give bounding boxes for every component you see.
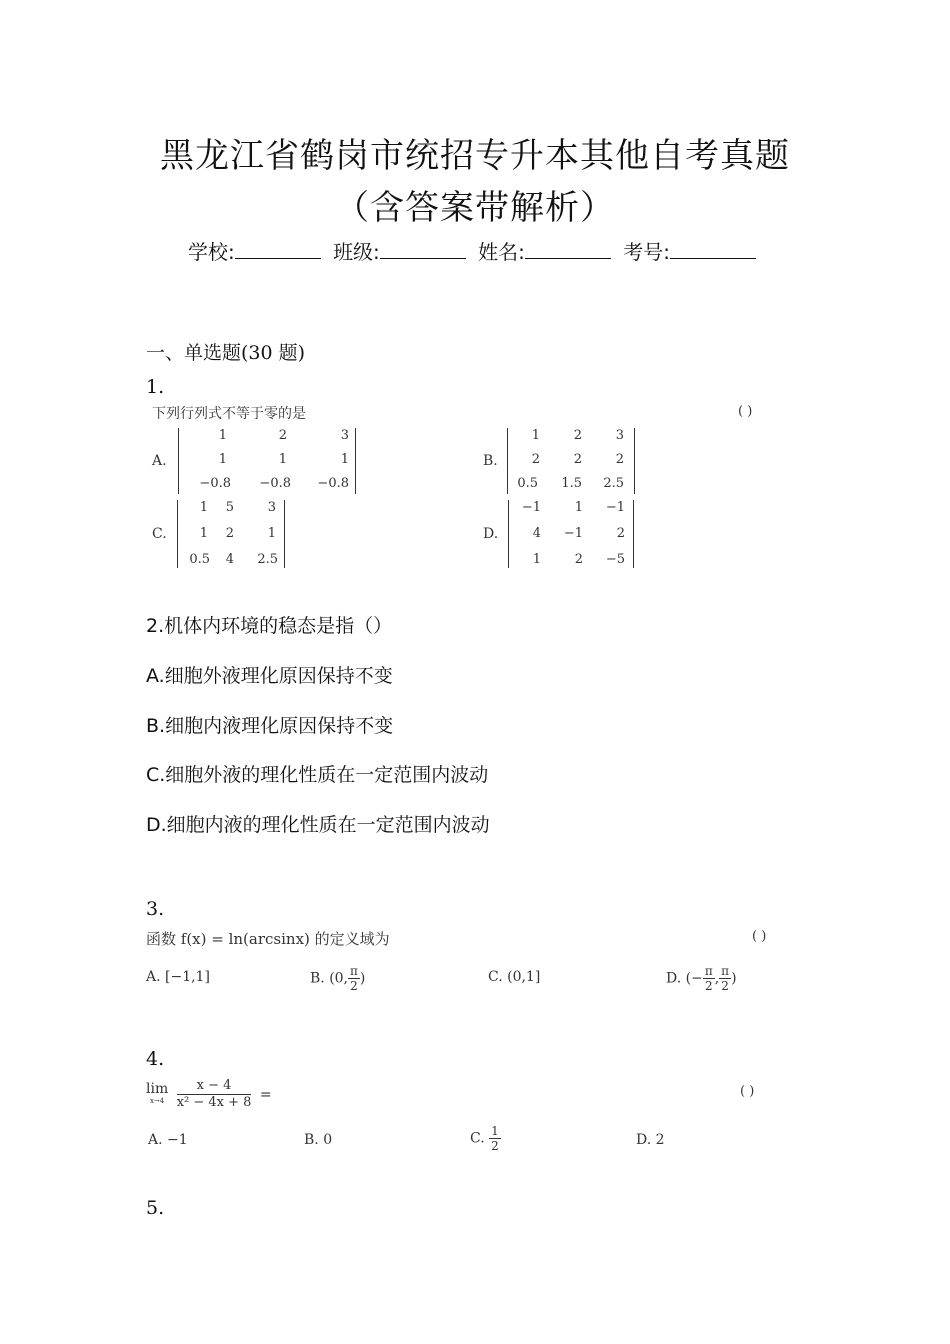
- name-label: 姓名:: [478, 240, 525, 264]
- matrix-cell: −1: [563, 526, 583, 541]
- matrix-cell: 1: [532, 552, 541, 567]
- section-heading: 一、单选题(30 题): [146, 342, 306, 364]
- pi-over-two-fraction: $\frac{\pi}{2}$: [350, 964, 358, 993]
- matrix-cell: 1: [340, 452, 349, 467]
- q3-option-d-suffix: ): [731, 970, 737, 987]
- matrix-cell: −5: [605, 552, 625, 567]
- matrix-cell: 1: [218, 452, 227, 467]
- q1-option-b-determinant: [507, 428, 635, 494]
- matrix-cell: 2: [531, 452, 540, 467]
- q1-stem: 下列行列式不等于零的是: [152, 406, 306, 422]
- q4-option-d: D. 2: [636, 1132, 665, 1148]
- q5-number: 5.: [146, 1197, 165, 1219]
- q3-option-b: [310, 964, 365, 993]
- matrix-cell: 3: [267, 500, 276, 515]
- matrix-cell: 2.5: [257, 552, 278, 567]
- q3-option-d: D. (− $\frac{\pi}{2}$ , $\frac{\pi}{2}$ ): [666, 964, 737, 993]
- matrix-cell: 1: [574, 500, 583, 515]
- one-half-fraction: $\frac{1}{2}$: [491, 1124, 499, 1153]
- q1-option-c-determinant: [177, 500, 285, 568]
- matrix-cell: 1: [531, 428, 540, 443]
- class-blank: [380, 242, 466, 259]
- q1-option-b-label: B.: [483, 453, 498, 469]
- matrix-cell: 1: [199, 500, 208, 515]
- q1-option-d-determinant: [508, 500, 634, 568]
- matrix-cell: −0.8: [317, 476, 349, 491]
- school-label: 学校:: [187, 240, 235, 264]
- matrix-cell: 2: [616, 526, 625, 541]
- q2-option-b: B.细胞内液理化原因保持不变: [146, 715, 394, 737]
- matrix-cell: −0.8: [199, 476, 231, 491]
- matrix-cell: 0.5: [189, 552, 210, 567]
- matrix-cell: 1: [278, 452, 287, 467]
- matrix-cell: −1: [605, 500, 625, 515]
- name-blank: [525, 242, 611, 259]
- q1-option-a-label: A.: [152, 453, 167, 469]
- matrix-cell: 1.5: [561, 476, 582, 491]
- q1-option-d-label: D.: [483, 526, 499, 542]
- pi-over-two-fraction: $\frac{\pi}{2}$: [721, 964, 730, 993]
- q2-option-a: A.细胞外液理化原因保持不变: [146, 665, 393, 687]
- q3-option-c: C. (0,1]: [488, 969, 541, 985]
- matrix-cell: −0.8: [259, 476, 291, 491]
- q3-option-d-prefix: D. (−: [666, 970, 703, 987]
- document-title-line1: 黑龙江省鹤岗市统招专升本其他自考真题: [160, 136, 790, 176]
- q3-option-a: A. [−1,1]: [146, 969, 210, 985]
- document-title-line2: （含答案带解析）: [335, 188, 615, 228]
- q4-number: 4.: [146, 1048, 165, 1070]
- matrix-cell: 0.5: [517, 476, 538, 491]
- q3-stem: 函数 f(x) = ln(arcsinx) 的定义域为: [146, 930, 390, 948]
- matrix-cell: 2.5: [603, 476, 624, 491]
- student-info-row: [0, 236, 950, 265]
- limit-fraction: $\frac{x - 4}{\text{x² − 4x + 8}}$: [176, 1078, 252, 1110]
- matrix-cell: 2: [615, 452, 624, 467]
- q4-option-c: C. $\frac{1}{2}$: [470, 1124, 499, 1153]
- q2-stem: 2.机体内环境的稳态是指（）: [146, 615, 393, 637]
- school-blank: [235, 242, 321, 259]
- q2-option-c: C.细胞外液的理化性质在一定范围内波动: [146, 764, 489, 786]
- q1-option-c-label: C.: [152, 526, 167, 542]
- exam-number-blank: [670, 242, 756, 259]
- matrix-cell: 5: [225, 500, 234, 515]
- q3-option-b-suffix: ): [359, 970, 366, 987]
- q3-option-b-prefix: B. (0,: [310, 970, 349, 987]
- q3-number: 3.: [146, 898, 165, 920]
- matrix-cell: 2: [278, 428, 287, 443]
- matrix-cell: 1: [218, 428, 227, 443]
- q1-option-a-determinant: [178, 428, 356, 494]
- q4-option-b: B. 0: [304, 1132, 333, 1148]
- class-label: 班级:: [333, 240, 380, 264]
- pi-over-two-fraction: $\frac{\pi}{2}$: [704, 964, 713, 993]
- matrix-cell: 4: [532, 526, 541, 541]
- matrix-cell: 1: [267, 526, 276, 541]
- limit-operator: lim x→4: [146, 1080, 169, 1105]
- q3-answer-paren: ( ): [752, 929, 767, 944]
- matrix-cell: 2: [573, 452, 582, 467]
- q1-answer-paren: ( ): [738, 404, 753, 419]
- q4-option-a: A. −1: [148, 1132, 188, 1148]
- q2-option-d: D.细胞内液的理化性质在一定范围内波动: [146, 814, 490, 836]
- matrix-cell: 3: [340, 428, 349, 443]
- matrix-cell: 4: [225, 552, 234, 567]
- matrix-cell: 1: [199, 526, 208, 541]
- matrix-cell: −1: [521, 500, 541, 515]
- matrix-cell: 3: [615, 428, 624, 443]
- matrix-cell: 2: [225, 526, 234, 541]
- q1-number: 1.: [146, 376, 165, 398]
- q4-limit-expression: lim x→4 $\frac{x - 4}{\text{x² − 4x + 8}}$ =: [146, 1078, 272, 1110]
- matrix-cell: 2: [574, 552, 583, 567]
- matrix-cell: 2: [573, 428, 582, 443]
- exam-number-label: 考号:: [623, 240, 671, 264]
- q4-answer-paren: ( ): [740, 1084, 755, 1099]
